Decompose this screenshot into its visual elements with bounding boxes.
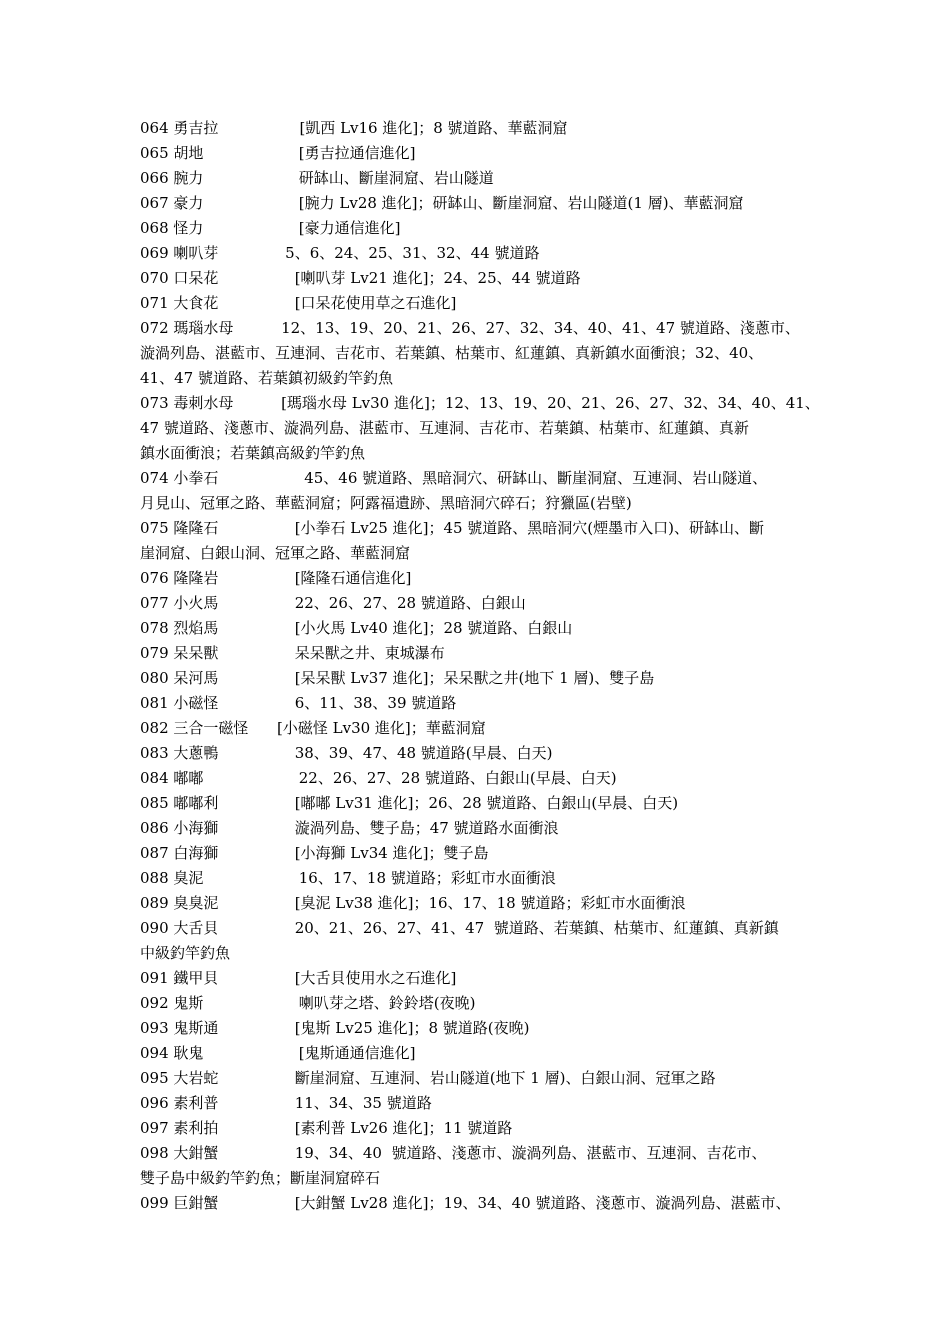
text-line: 095 大岩蛇 斷崖洞窟、互連洞、岩山隧道(地下 1 層)、白銀山洞、冠軍之路 <box>140 1069 716 1087</box>
text-line: 087 白海獅 [小海獅 Lv34 進化]；雙子島 <box>140 844 489 862</box>
text-line: 中級釣竿釣魚 <box>140 944 231 962</box>
text-line: 091 鐵甲貝 [大舌貝使用水之石進化] <box>140 969 457 987</box>
text-line: 085 嘟嘟利 [嘟嘟 Lv31 進化]；26、28 號道路、白銀山(早晨、白天) <box>140 794 679 812</box>
text-line: 089 臭臭泥 [臭泥 Lv38 進化]；16、17、18 號道路；彩虹市水面衝浪 <box>140 894 686 912</box>
text-line: 47 號道路、淺蔥市、漩渦列島、湛藍市、互連洞、吉花市、若葉鎮、枯葉市、紅蓮鎮、真新 <box>140 419 749 437</box>
text-line: 092 鬼斯 喇叭芽之塔、鈴鈴塔(夜晚) <box>140 994 476 1012</box>
text-line: 069 喇叭芽 5、6、24、25、31、32、44 號道路 <box>140 244 540 262</box>
text-line: 雙子島中級釣竿釣魚；斷崖洞窟碎石 <box>140 1169 381 1187</box>
text-line: 094 耿鬼 [鬼斯通通信進化] <box>140 1044 416 1062</box>
text-line: 070 口呆花 [喇叭芽 Lv21 進化]；24、25、44 號道路 <box>140 269 581 287</box>
text-line: 097 素利拍 [素利普 Lv26 進化]；11 號道路 <box>140 1119 513 1137</box>
text-line: 074 小拳石 45、46 號道路、黑暗洞穴、研缽山、斷崖洞窟、互連洞、岩山隧道、 <box>140 469 768 487</box>
text-line: 071 大食花 [口呆花使用草之石進化] <box>140 294 457 312</box>
text-line: 064 勇吉拉 [凱西 Lv16 進化]；8 號道路、華藍洞窟 <box>140 119 568 137</box>
text-line: 084 嘟嘟 22、26、27、28 號道路、白銀山(早晨、白天) <box>140 769 617 787</box>
text-line: 082 三合一磁怪 [小磁怪 Lv30 進化]；華藍洞窟 <box>140 719 486 737</box>
text-line: 081 小磁怪 6、11、38、39 號道路 <box>140 694 457 712</box>
text-line: 088 臭泥 16、17、18 號道路；彩虹市水面衝浪 <box>140 869 556 887</box>
text-line: 098 大鉗蟹 19、34、40 號道路、淺蔥市、漩渦列島、湛藍市、互連洞、吉花市、 <box>140 1144 767 1162</box>
text-line: 080 呆河馬 [呆呆獸 Lv37 進化]；呆呆獸之井(地下 1 層)、雙子島 <box>140 669 655 687</box>
text-line: 漩渦列島、湛藍市、互連洞、吉花市、若葉鎮、枯葉市、紅蓮鎮、真新鎮水面衝浪；32、40、 <box>140 344 764 362</box>
text-line: 096 素利普 11、34、35 號道路 <box>140 1094 432 1112</box>
text-line: 077 小火馬 22、26、27、28 號道路、白銀山 <box>140 594 526 612</box>
text-line: 099 巨鉗蟹 [大鉗蟹 Lv28 進化]；19、34、40 號道路、淺蔥市、漩渦列島、湛藍市、 <box>140 1194 791 1212</box>
text-line: 073 毒刺水母 [瑪瑙水母 Lv30 進化]；12、13、19、20、21、26、27、32、34、40、41、 <box>140 394 820 412</box>
text-line: 086 小海獅 漩渦列島、雙子島；47 號道路水面衝浪 <box>140 819 559 837</box>
text-line: 月見山、冠軍之路、華藍洞窟；阿露福遺跡、黑暗洞穴碎石；狩獵區(岩壁) <box>140 494 632 512</box>
text-line: 065 胡地 [勇吉拉通信進化] <box>140 144 416 162</box>
text-line: 079 呆呆獸 呆呆獸之井、東城瀑布 <box>140 644 445 662</box>
text-line: 崖洞窟、白銀山洞、冠軍之路、華藍洞窟 <box>140 544 411 562</box>
text-line: 068 怪力 [豪力通信進化] <box>140 219 401 237</box>
text-line: 41、47 號道路、若葉鎮初級釣竿釣魚 <box>140 369 393 387</box>
text-line: 093 鬼斯通 [鬼斯 Lv25 進化]；8 號道路(夜晚) <box>140 1019 530 1037</box>
text-line: 075 隆隆石 [小拳石 Lv25 進化]；45 號道路、黑暗洞穴(煙墨市入口)、研缽山、斷 <box>140 519 765 537</box>
text-line: 067 豪力 [腕力 Lv28 進化]；研缽山、斷崖洞窟、岩山隧道(1 層)、華藍洞窟 <box>140 194 744 212</box>
text-line: 076 隆隆岩 [隆隆石通信進化] <box>140 569 412 587</box>
text-line: 083 大蔥鴨 38、39、47、48 號道路(早晨、白天) <box>140 744 553 762</box>
text-line: 090 大舌貝 20、21、26、27、41、47 號道路、若葉鎮、枯葉市、紅蓮鎮、真新鎮 <box>140 919 779 937</box>
text-line: 078 烈焰馬 [小火馬 Lv40 進化]；28 號道路、白銀山 <box>140 619 573 637</box>
text-line: 鎮水面衝浪；若葉鎮高級釣竿釣魚 <box>140 444 366 462</box>
text-line: 066 腕力 研缽山、斷崖洞窟、岩山隧道 <box>140 169 494 187</box>
text-line: 072 瑪瑙水母 12、13、19、20、21、26、27、32、34、40、41、47 號道路、淺蔥市、 <box>140 319 800 337</box>
